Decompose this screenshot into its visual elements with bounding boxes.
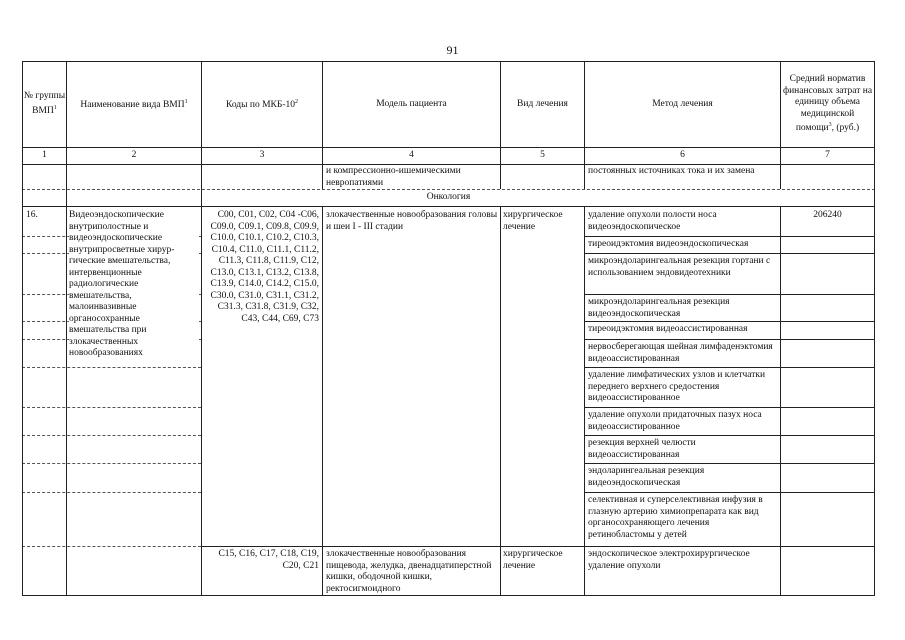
header-rule [22,147,875,148]
method-rule [584,236,875,237]
treatment-method: удаление опухоли полости носа видеоэндоскопическое [588,210,717,232]
section-title: Онкология [426,192,471,202]
treatment-method: резекция верхней челюсти видеоассистированная [588,438,696,460]
method-rule [584,253,875,254]
dashed-rule [22,463,201,464]
treatment-method: эндоларингеальная резекция видеоэндоскопическая [588,466,705,488]
treatment-method: микроэндоларингеальная резекция видеоэндоскопическая [588,297,730,319]
method-rule [584,546,875,547]
header-group-number: № группы ВМП$^1$ [23,91,66,117]
cont-patient-model: и компрессионно-ишемическими невропатиями [326,166,461,188]
col-number: 4 [409,150,414,160]
treatment-method: эндоскопическое электрохирургическое удаление опухоли [588,549,750,571]
treatment-method: тиреоидэктомия видеоассистированная [588,324,748,334]
table-border-bottom [22,595,875,596]
cost-norm: 206240 [813,210,842,220]
treatment-type: хирургическое лечение [503,549,563,571]
treatment-method: микроэндоларингеальная резекция гортани с использованием эндовидеотехники [588,256,771,278]
col-number: 6 [680,150,685,160]
dashed-rule [22,492,201,493]
col-number: 5 [540,150,545,160]
method-rule [584,367,875,368]
header-vmp-name: Наименование вида ВМП$^1$ [80,99,188,111]
method-rule [584,339,875,340]
header-cost-norm: Средний норматив финансовых затрат на единицу объема медицинской помощи$^3$, (руб.) [782,74,873,134]
subgroup-rule [201,546,584,547]
header-treatment-type: Вид лечения [517,98,568,109]
header-treatment-method: Метод лечения [652,98,713,109]
treatment-method: тиреоидэктомия видеоэндоскопическая [588,239,749,249]
group-number: 16. [26,210,38,220]
cont-row-rule [22,189,875,190]
col-divider [500,206,501,595]
col-number: 2 [131,150,137,160]
cont-treatment-method: постоянных источниках тока и их замена [588,166,755,176]
page-number: 91 [446,43,459,57]
patient-model: злокачественные новообразования головы и шеи I - III стадии [326,210,498,232]
col-number: 7 [825,150,830,160]
col-divider [780,206,781,595]
col-number: 3 [259,150,265,160]
header-patient-model: Модель пациента [376,98,447,109]
col-number: 1 [42,150,47,160]
table-border-right [874,61,875,595]
treatment-method: удаление лимфатических узлов и клетчатки переднего верхнего средостения видеоассистированное [588,370,766,403]
icd-codes: C00, C01, C02, C04 -C06, C09.0, C09.1, C09.8, C09.9, C10.0, C10.1, C10.2, C10.3, C10.4, C11.0, C11.1, C11.2, C11.3, C11.8, C11.9, C12, C13.0, C13.1, C13.2, C13.8, C13.9, C14.0, C14.2, C15.0, C30.0, C31.0, C31.1, C31.2, C31.3, C31.8, C31.9, C32, C43, C44, C69, C73 [203,210,319,325]
dashed-rule [22,407,201,408]
col-number-rule [22,164,875,165]
patient-model: злокачественные новообразования пищевода, желудка, двенадцатиперстной кишки, ободочной кишки, ректосигмоидного [326,549,492,594]
treatment-method: селективная и суперселективная инфузия в глазную артерию химиопрепарата как вид органосохраняющего лечения ретинобластомы у детей [588,495,763,540]
treatment-method: нервосберегающая шейная лимфаденэктомия видеоассистированная [588,342,773,364]
dashed-rule [22,435,201,436]
method-rule [584,407,875,408]
col-divider [322,206,323,595]
icd-codes: C15, C16, C17, C18, C19, C20, C21 [218,549,319,571]
header-icd-codes: Коды по МКБ-$10^2$ [225,99,299,111]
section-rule [22,206,875,207]
method-rule [584,463,875,464]
method-rule [584,294,875,295]
treatment-type: хирургическое лечение [503,210,563,232]
dashed-rule [22,546,201,547]
col-divider [584,206,585,595]
method-rule [584,321,875,322]
dashed-rule [22,367,201,368]
method-rule [584,435,875,436]
treatment-method: удаление опухоли придаточных пазух носа видеоассистированное [588,410,762,432]
vmp-name: Видеоэндоскопические внутриполостные и видеоэндоскопические внутрипросветные хирур-гические вмешательства, интервенционные радиологические вмешательства, малоинвазивные органосохранные вмешательства при злокачественных новообразованиях [69,210,199,360]
method-rule [584,492,875,493]
